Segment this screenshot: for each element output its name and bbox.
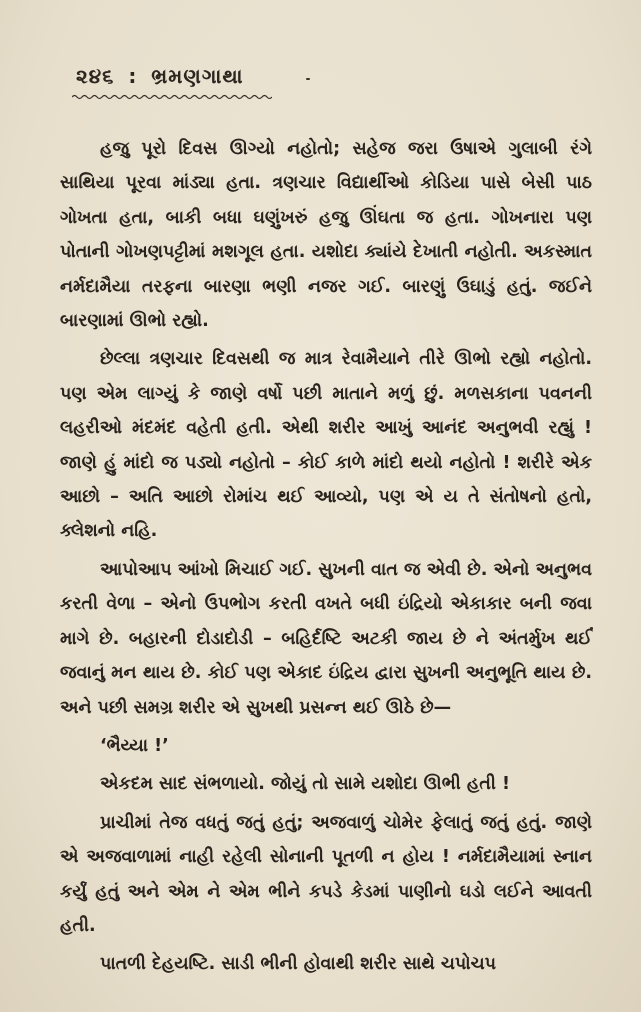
paragraph-1: હજુ પૂરો દિવસ ઊગ્યો નહોતો; સહેજ જરા ઉષાએ ગુલાબી રંગે સાથિયા પૂરવા માંડ્યા હતા. ત્રણચાર વિદ્યાર્થીઓ કોડિયા પાસે બેસી પાઠ ગોખતા હતા, બાકી બધા ઘણુંખરું હજુ ઊંઘતા જ હતા. ગોખનારા પણ પોતાની ગોખણપટ્ટીમાં મશગૂલ હતા. યશોદા ક્યાંયે દેખાતી નહોતી. અકસ્માત નર્મદામૈયા તરફના બારણા ભણી નજર ગઈ. બારણું ઉઘાડું હતું. જઈને બારણામાં ઊભો રહ્યો.	[60, 139, 592, 332]
paragraph-5: પ્રાચીમાં તેજ વધતું જતું હતું; અજવાળું ચોમેર ફેલાતું જતું હતું. જાણે એ અજવાળામાં નાહી રહેલી સોનાની પૂતળી ન હોય ! નર્મદામૈયામાં સ્નાન કર્યું હતું અને એમ ને એમ ભીને કપડે કેડમાં પાણીનો ઘડો લઈને આવતી હતી.	[60, 812, 592, 936]
header-wavy-rule	[72, 94, 272, 100]
paragraph-3: આપોઆપ આંખો મિચાઈ ગઈ. સુખની વાત જ એવી છે. એનો અનુભવ કરતી વેળા – એનો ઉપભોગ કરતી વખતે બધી ઇંદ્રિયો એકાકાર બની જવા માગે છે. બહારની દોડાદોડી – બહિર્દષ્ટિ અટકી જાય છે ને અંતર્મુખ થઈ જવાનું મન થાય છે. કોઈ પણ એકાદ ઇંદ્રિય દ્વારા સુખની અનુભૂતિ થાય છે. અને પછી સમગ્ર શરીર એ સુખથી પ્રસન્ન થઈ ઊઠે છે—	[60, 559, 592, 718]
paragraph-6: પાતળી દેહયષ્ટિ. સાડી ભીની હોવાથી શરીર સાથે ચપોચપ	[100, 954, 496, 975]
header-separator: :	[128, 64, 138, 88]
ink-speck	[306, 78, 310, 80]
page-header	[76, 64, 244, 88]
paragraph-4: એકદમ સાદ સંભળાયો. જોયું તો સામે યશોદા ઊભી હતી !	[100, 774, 510, 795]
paragraph-2: છેલ્લા ત્રણચાર દિવસથી જ માત્ર રેવામૈયાને તીરે ઊભો રહ્યો નહોતો. પણ એમ લાગ્યું કે જાણે વર્ષો પછી માતાને મળું છું. મળસકાના પવનની લહરીઓ મંદમંદ વહેતી હતી. એથી શરીર આખું આનંદ અનુભવી રહ્યું ! જાણે હું માંદો જ પડ્યો નહોતો – કોઈ કાળે માંદો થયો નહોતો ! શરીરે એક આછો – અતિ આછો રોમાંચ થઈ આવ્યો, પણ એ ય તે સંતોષનો હતો, ક્લેશનો નહિ.	[60, 349, 592, 542]
book-title: ભ્રમણગાથા	[151, 64, 244, 88]
page-number: ૨૪૬	[76, 64, 115, 88]
dialogue-line: ‘ભૈય્યા !’	[100, 735, 169, 756]
body-text	[60, 132, 592, 982]
